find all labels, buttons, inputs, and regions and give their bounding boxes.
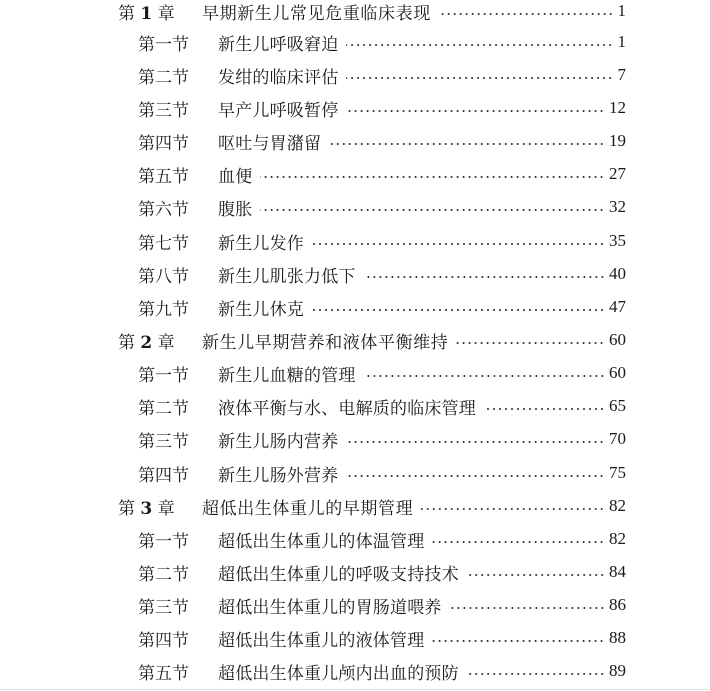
page-number: 82 (609, 496, 626, 515)
dot-leader (467, 573, 605, 577)
dot-leader (346, 43, 613, 47)
section-number: 第三节 (138, 100, 189, 121)
page-number: 82 (609, 529, 626, 548)
toc-section[interactable] (138, 128, 626, 154)
section-number: 第四节 (138, 133, 189, 154)
section-title: 发绀的临床评估 (218, 67, 339, 88)
dot-leader (364, 275, 605, 279)
toc-chapter-2[interactable] (118, 327, 626, 353)
dot-leader (346, 76, 613, 80)
page-number: 84 (609, 562, 626, 581)
dot-leader (364, 374, 605, 378)
section-title: 新生儿呼吸窘迫 (218, 34, 339, 55)
page-bottom-edge (0, 689, 710, 690)
section-title: 超低出生体重儿的胃肠道喂养 (218, 597, 442, 618)
toc-section[interactable] (138, 228, 626, 254)
section-title: 液体平衡与水、电解质的临床管理 (218, 398, 476, 419)
toc-section[interactable] (138, 426, 626, 452)
section-number: 第二节 (138, 67, 189, 88)
page-number: 19 (609, 131, 626, 150)
section-title: 超低出生体重儿的液体管理 (218, 630, 425, 651)
chapter-number: 第 1 章 (118, 3, 175, 24)
chapter-title: 超低出生体重儿的早期管理 (202, 498, 414, 519)
chapter-number: 第 3 章 (118, 498, 175, 519)
section-title: 新生儿休克 (218, 299, 304, 320)
toc-section[interactable] (138, 559, 626, 585)
dot-leader (260, 208, 605, 212)
page-number: 65 (609, 396, 626, 415)
toc-section[interactable] (138, 29, 626, 55)
dot-leader (439, 12, 614, 16)
section-number: 第四节 (138, 465, 189, 486)
dot-leader (312, 308, 605, 312)
toc-section[interactable] (138, 194, 626, 220)
section-number: 第一节 (138, 365, 189, 386)
section-title: 腹胀 (218, 199, 253, 220)
dot-leader (346, 109, 605, 113)
page-number: 40 (609, 264, 626, 283)
page-number: 47 (609, 297, 626, 316)
section-title: 超低出生体重儿颅内出血的预防 (218, 663, 459, 684)
page-number: 32 (609, 197, 626, 216)
toc-section[interactable] (138, 62, 626, 88)
toc-section[interactable] (138, 360, 626, 386)
section-title: 超低出生体重儿的呼吸支持技术 (218, 564, 459, 585)
page-number: 27 (609, 164, 626, 183)
page-number: 70 (609, 429, 626, 448)
page-number: 75 (609, 463, 626, 482)
section-number: 第二节 (138, 398, 189, 419)
section-number: 第二节 (138, 564, 189, 585)
toc-section[interactable] (138, 393, 626, 419)
chapter-number: 第 2 章 (118, 332, 175, 353)
page-number: 60 (609, 330, 626, 349)
page-number: 12 (609, 98, 626, 117)
section-number: 第八节 (138, 266, 189, 287)
toc-section[interactable] (138, 161, 626, 187)
page-number: 1 (617, 32, 626, 51)
dot-leader (432, 540, 605, 544)
chapter-title: 新生儿早期营养和液体平衡维持 (202, 332, 449, 353)
section-number: 第三节 (138, 431, 189, 452)
section-number: 第五节 (138, 166, 189, 187)
section-title: 新生儿发作 (218, 233, 304, 254)
section-title: 新生儿血糖的管理 (218, 365, 356, 386)
toc-chapter-3[interactable] (118, 493, 626, 519)
dot-leader (456, 341, 605, 345)
dot-leader (450, 606, 605, 610)
section-title: 呕吐与胃潴留 (218, 133, 322, 154)
toc-section[interactable] (138, 460, 626, 486)
toc-section[interactable] (138, 658, 626, 684)
toc-section[interactable] (138, 261, 626, 287)
page-number: 7 (617, 65, 626, 84)
section-title: 超低出生体重儿的体温管理 (218, 531, 425, 552)
toc-section[interactable] (138, 625, 626, 651)
dot-leader (346, 474, 605, 478)
section-number: 第七节 (138, 233, 189, 254)
dot-leader (329, 142, 605, 146)
dot-leader (260, 175, 605, 179)
page-number: 88 (609, 628, 626, 647)
page-number: 86 (609, 595, 626, 614)
section-number: 第九节 (138, 299, 189, 320)
chapter-title: 早期新生儿常见危重临床表现 (202, 3, 431, 24)
page-number: 1 (617, 1, 626, 20)
page-number: 35 (609, 231, 626, 250)
section-title: 新生儿肠外营养 (218, 465, 339, 486)
section-number: 第一节 (138, 531, 189, 552)
section-number: 第四节 (138, 630, 189, 651)
dot-leader (432, 639, 605, 643)
section-title: 早产儿呼吸暂停 (218, 100, 339, 121)
page-number: 60 (609, 363, 626, 382)
section-number: 第五节 (138, 663, 189, 684)
section-number: 第三节 (138, 597, 189, 618)
section-number: 第六节 (138, 199, 189, 220)
section-title: 血便 (218, 166, 253, 187)
dot-leader (484, 407, 605, 411)
toc-chapter-1[interactable] (118, 0, 626, 24)
section-title: 新生儿肠内营养 (218, 431, 339, 452)
dot-leader (421, 507, 605, 511)
dot-leader (467, 672, 605, 676)
page-number: 89 (609, 661, 626, 680)
dot-leader (346, 440, 605, 444)
dot-leader (312, 242, 605, 246)
toc-section[interactable] (138, 294, 626, 320)
section-title: 新生儿肌张力低下 (218, 266, 356, 287)
toc-section[interactable] (138, 526, 626, 552)
toc-section[interactable] (138, 592, 626, 618)
toc-section[interactable] (138, 95, 626, 121)
section-number: 第一节 (138, 34, 189, 55)
